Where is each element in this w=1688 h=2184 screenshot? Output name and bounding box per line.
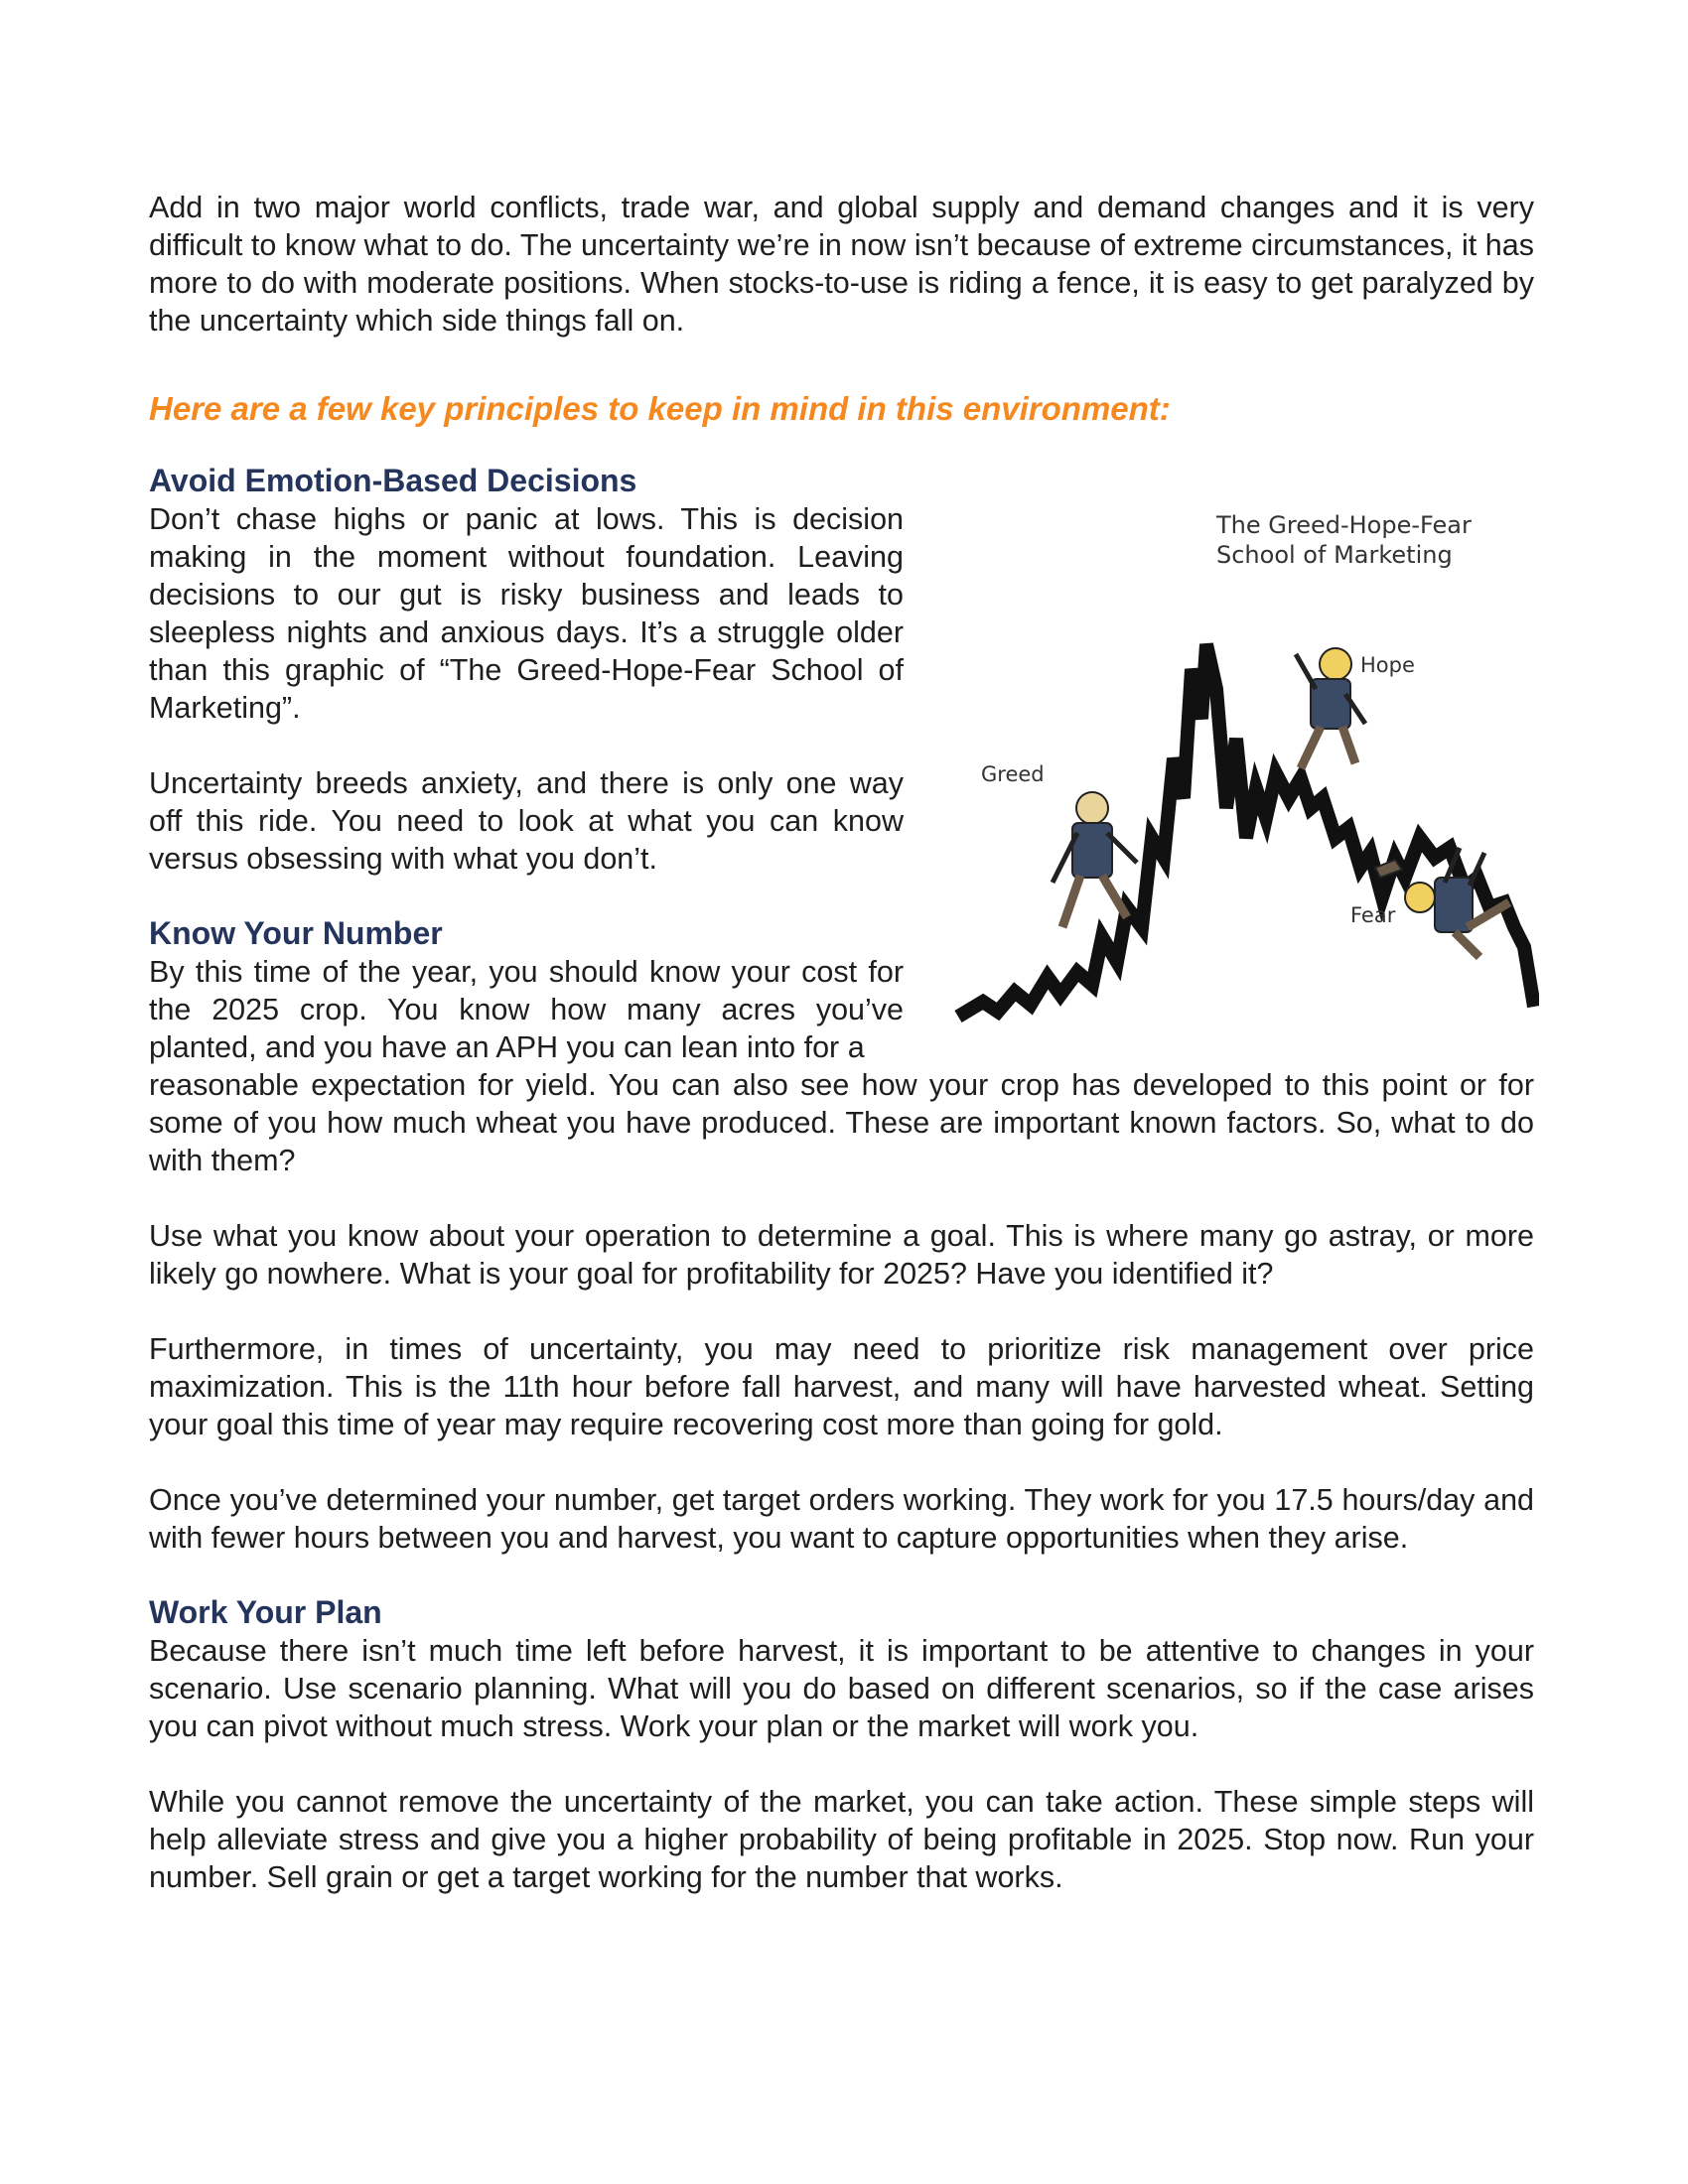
figure-label-greed: Greed: [981, 762, 1045, 786]
section2-paragraph-2: Use what you know about your operation to determine a goal. This is where many go astray, or more likely go nowhere. What is your goal for profitability for 2025? Have you identified it?: [149, 1219, 1534, 1291]
section3-paragraph-1: Because there isn’t much time left before harvest, it is important to be attentive to changes in your scenario. Use scenario planning. What will you do based on different scenarios, so if the case arises you can pivot without much stress. Work your plan or the market will work you.: [149, 1634, 1534, 1743]
figure-label-fear: Fear: [1350, 903, 1396, 927]
section3-paragraph-2: While you cannot remove the uncertainty of the market, you can take action. These simple steps will help alleviate stress and give you a higher probability of being profitable in 2025. Stop now. Run your number. Sell grain or get a target working for the number that works.: [149, 1785, 1534, 1894]
section-heading-avoid-emotion: Avoid Emotion-Based Decisions: [149, 463, 637, 498]
section2-paragraph-1-full: reasonable expectation for yield. You can also see how your crop has developed to this point or for some of you how much wheat you have produced. These are important known factors. So, what to do with them?: [149, 1068, 1534, 1177]
figure-wrap-region: [149, 461, 1534, 1066]
section2-paragraph-4: Once you’ve determined your number, get target orders working. They work for you 17.5 hours/day and with fewer hours between you and harvest, you want to capture opportunities when they arise.: [149, 1483, 1534, 1555]
greed-figure: [1053, 792, 1137, 927]
hope-figure: [1296, 648, 1365, 768]
section2-paragraph-1-narrow: By this time of the year, you should know your cost for the 2025 crop. You know how many acres you’ve planted, and you have an APH you can lean into for a: [149, 955, 904, 1064]
figure-title-line-1: The Greed-Hope-Fear: [1216, 511, 1472, 539]
figure-label-hope: Hope: [1360, 653, 1415, 677]
section1-paragraph-2: Uncertainty breeds anxiety, and there is only one way off this ride. You need to look at what you can know versus obsessing with what you don’t.: [149, 766, 904, 876]
market-cartoon-illustration: [953, 510, 1539, 1066]
narrow-column: [149, 461, 904, 1066]
figure-title-line-2: School of Marketing: [1216, 541, 1453, 569]
greed-hope-fear-figure: [953, 510, 1539, 1066]
principles-callout: Here are a few key principles to keep in mind in this environment:: [149, 390, 1171, 427]
article: [149, 189, 1534, 1896]
section-heading-know-your-number: Know Your Number: [149, 915, 443, 951]
section1-paragraph-1: Don’t chase highs or panic at lows. This is decision making in the moment without foundation. Leaving decisions to our gut is risky business and leads to sleepless nights and anxious days. It’s a struggle older than this graphic of “The Greed-Hope-Fear School of Marketing”.: [149, 502, 904, 725]
market-price-line: [958, 644, 1534, 1017]
section2-paragraph-3: Furthermore, in times of uncertainty, you may need to prioritize risk management over price maximization. This is the 11th hour before fall harvest, and many will have harvested wheat. Setting your goal this time of year may require recovering cost more than going for gold.: [149, 1332, 1534, 1441]
intro-paragraph: Add in two major world conflicts, trade war, and global supply and demand changes and it is very difficult to know what to do. The uncertainty we’re in now isn’t because of extreme circumstances, it has more to do with moderate positions. When stocks-to-use is riding a fence, it is easy to get paralyzed by the uncertainty which side things fall on.: [149, 191, 1534, 338]
section-heading-work-your-plan: Work Your Plan: [149, 1594, 382, 1630]
